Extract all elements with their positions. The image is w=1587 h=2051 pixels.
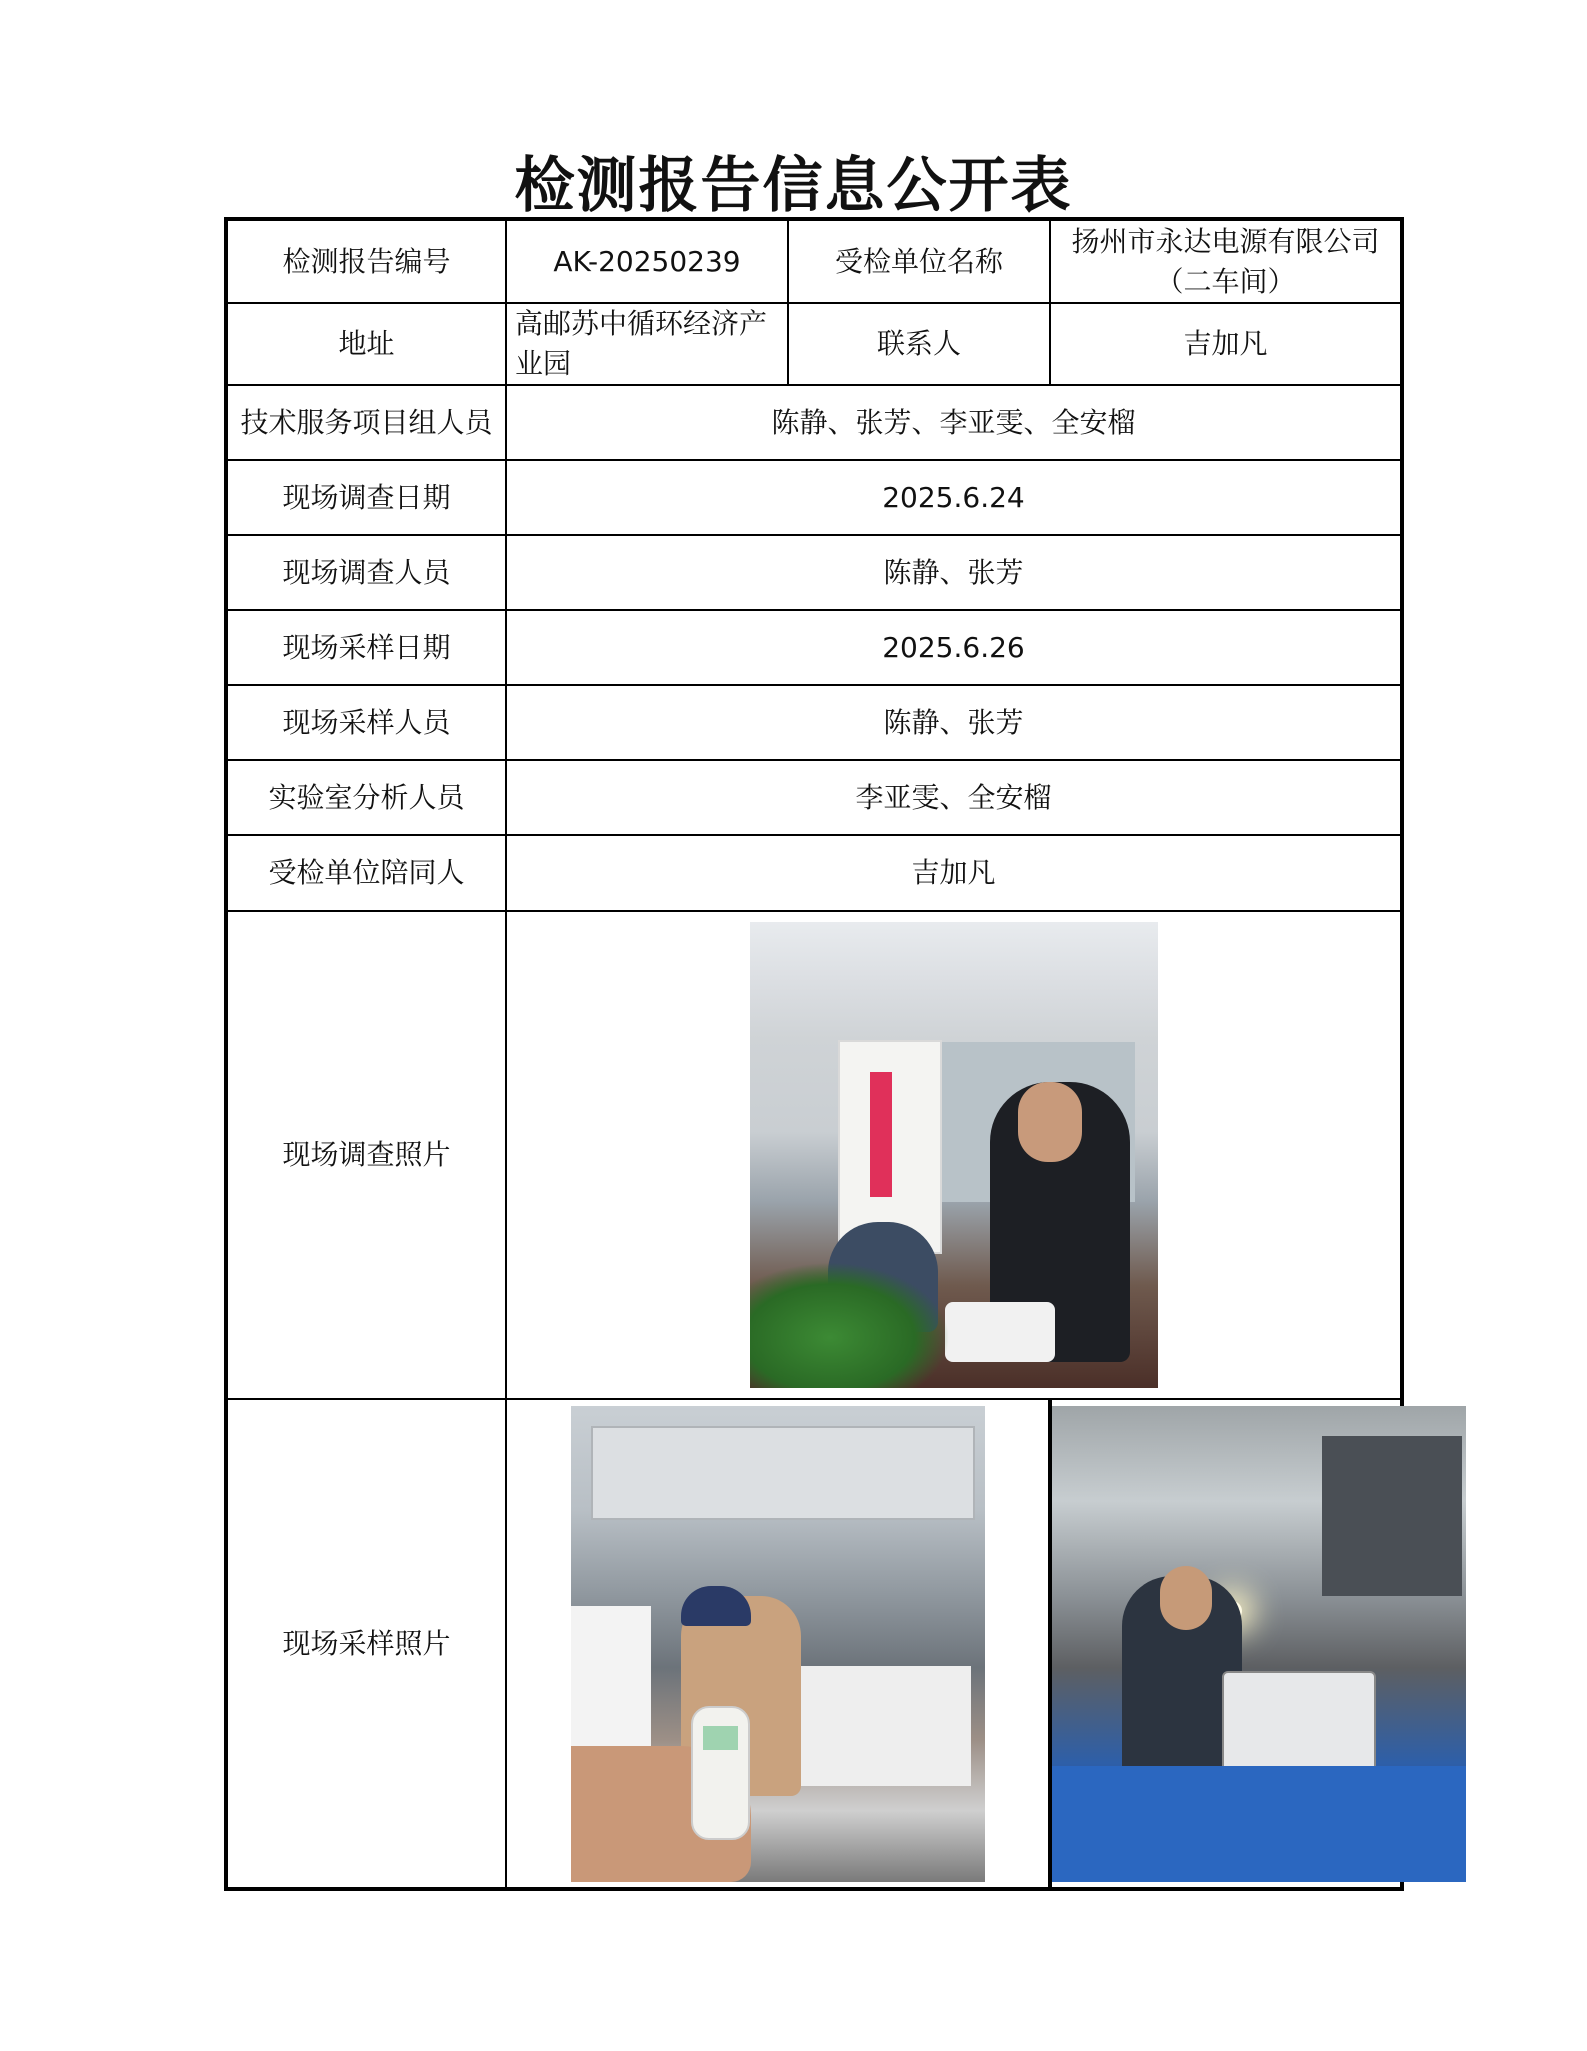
meter-screen [703, 1726, 738, 1750]
sampling-photo-2 [1052, 1406, 1466, 1882]
photo-hood [1322, 1436, 1462, 1596]
report-no-value: AK-20250239 [506, 219, 788, 303]
table-row [226, 535, 1402, 610]
table-row [226, 219, 1402, 303]
photo-plant [750, 1262, 950, 1388]
report-no-label: 检测报告编号 [226, 219, 506, 303]
sampling-photo-cell-1 [506, 1399, 1050, 1889]
photo-banner [870, 1072, 892, 1197]
page-title: 检测报告信息公开表 [514, 151, 1073, 221]
table-row [226, 460, 1402, 535]
sampling-photo-cell-2 [1050, 1399, 1402, 1889]
photo-bag [945, 1302, 1055, 1362]
lab-staff-label: 实验室分析人员 [226, 760, 506, 835]
table-row [226, 685, 1402, 760]
sampling-photo-1 [571, 1406, 985, 1882]
table-row [226, 1399, 1402, 1889]
survey-staff-label: 现场调查人员 [226, 535, 506, 610]
contact-label: 联系人 [788, 303, 1050, 385]
photo-shelf [801, 1666, 971, 1786]
survey-date-value: 2025.6.24 [506, 460, 1402, 535]
survey-photo-label: 现场调查照片 [226, 911, 506, 1399]
photo-machine [1052, 1766, 1466, 1882]
photo-duct [591, 1426, 975, 1520]
survey-photo [750, 922, 1158, 1388]
address-label: 地址 [226, 303, 506, 385]
unit-name-value [1050, 219, 1402, 303]
info-table [224, 217, 1404, 1891]
table-row [226, 303, 1402, 385]
escort-value: 吉加凡 [506, 835, 1402, 911]
photo-person-head [1018, 1082, 1082, 1162]
sampling-photo-label: 现场采样照片 [226, 1399, 506, 1889]
survey-photo-cell [506, 911, 1402, 1399]
survey-staff-value: 陈静、张芳 [506, 535, 1402, 610]
photo-cap [681, 1586, 751, 1626]
sound-meter [691, 1706, 750, 1840]
sampling-staff-label: 现场采样人员 [226, 685, 506, 760]
table-row [226, 385, 1402, 460]
escort-label: 受检单位陪同人 [226, 835, 506, 911]
sampling-staff-value: 陈静、张芳 [506, 685, 1402, 760]
unit-name-line1: 扬州市永达电源有限公司 [1071, 224, 1380, 258]
unit-name-label: 受检单位名称 [788, 219, 1050, 303]
photo-worker-head [1160, 1566, 1212, 1630]
table-row [226, 760, 1402, 835]
team-value: 陈静、张芳、李亚雯、全安榴 [506, 385, 1402, 460]
lab-staff-value: 李亚雯、全安榴 [506, 760, 1402, 835]
sampling-date-value: 2025.6.26 [506, 610, 1402, 685]
survey-date-label: 现场调查日期 [226, 460, 506, 535]
sampling-date-label: 现场采样日期 [226, 610, 506, 685]
table-row [226, 911, 1402, 1399]
contact-value: 吉加凡 [1050, 303, 1402, 385]
address-value: 高邮苏中循环经济产业园 [506, 303, 788, 385]
table-row [226, 610, 1402, 685]
unit-name-line2: （二车间） [1155, 264, 1296, 298]
table-row [226, 835, 1402, 911]
team-label: 技术服务项目组人员 [226, 385, 506, 460]
